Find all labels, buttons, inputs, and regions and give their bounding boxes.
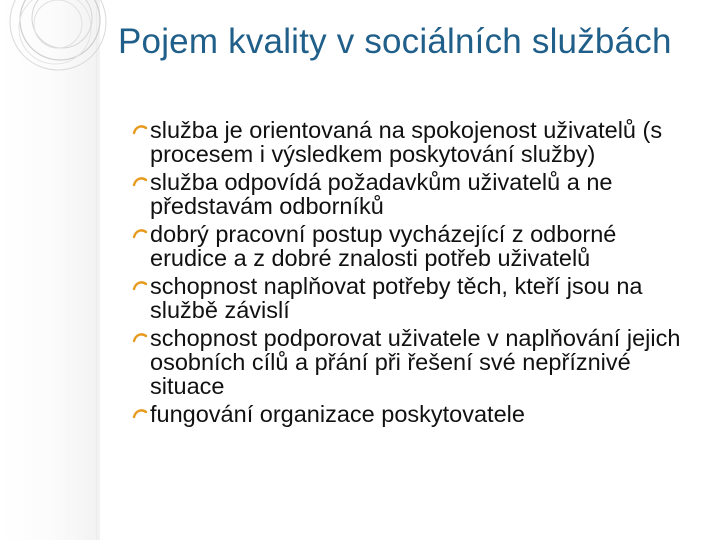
orange-arc-bullet-icon <box>132 170 148 194</box>
bullet-item <box>132 274 697 322</box>
orange-arc-bullet-icon <box>132 118 148 142</box>
bullet-item <box>132 118 697 166</box>
slide-title: Pojem kvality v sociálních službách <box>118 22 672 61</box>
bullet-text: dobrý pracovní postup vycházející z odborné erudice a z dobré znalosti potřeb uživatelů <box>150 221 617 271</box>
bullet-text: schopnost naplňovat potřeby těch, kteří jsou na službě závislí <box>150 273 643 323</box>
orange-arc-bullet-icon <box>132 222 148 246</box>
bullet-item <box>132 222 697 270</box>
bullet-item <box>132 402 697 426</box>
orange-arc-bullet-icon <box>132 274 148 298</box>
orange-arc-bullet-icon <box>132 326 148 350</box>
concentric-rings-decoration <box>0 0 140 140</box>
bullet-item <box>132 326 697 398</box>
bullet-item <box>132 170 697 218</box>
bullet-list <box>132 118 697 430</box>
bullet-text: fungování organizace poskytovatele <box>150 401 525 427</box>
orange-arc-bullet-icon <box>132 402 148 426</box>
bullet-text: služba odpovídá požadavkům uživatelů a ne představám odborníků <box>150 169 613 219</box>
bullet-text: schopnost podporovat uživatele v naplňování jejich osobních cílů a přání při řešení své nepříznivé situace <box>150 325 681 399</box>
bullet-text: služba je orientovaná na spokojenost uživatelů (s procesem i výsledkem poskytování služby) <box>150 117 663 167</box>
